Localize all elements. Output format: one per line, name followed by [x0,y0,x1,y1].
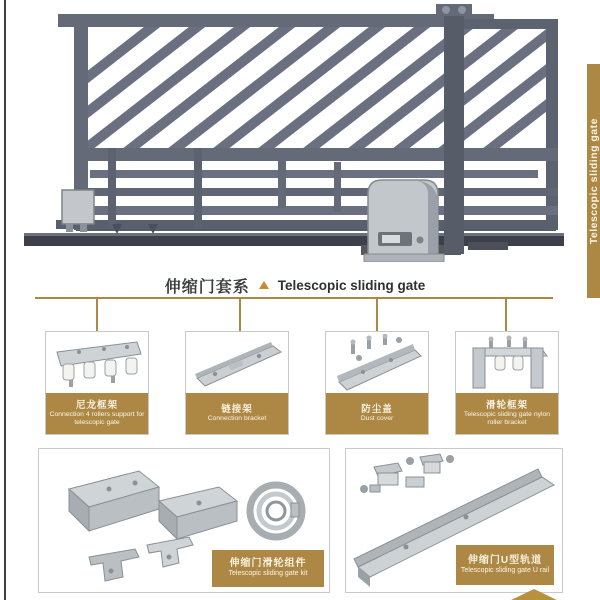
telescopic-gate-photo [16,2,568,262]
section-tab-telescopic-sliding-gate [587,64,600,298]
section-tab-label: Telescopic sliding gate [587,117,600,245]
gate-diagonal-slats [16,20,568,160]
product-name-zh: 滑轮框架 [485,399,528,411]
connector-line-1 [96,299,98,331]
product-card-gate-kit [38,448,330,593]
gate-motor [364,180,444,262]
product-card-u-rail [345,448,563,593]
heading-chinese: 伸缩门套系 [164,278,250,296]
product-name-en: Connection bracket [207,414,267,422]
product-name-en: Telescopic sliding gate U rail [460,566,550,574]
dust-cover-photo [326,332,428,393]
page-left-border [4,0,6,600]
product-name-en: Telescopic sliding gate kit [228,570,308,578]
product-name-en: Connection 4 rollers support for telescopic gate [49,410,145,426]
page-corner-arrow-icon [507,589,561,600]
product-label [46,393,148,434]
product-name-zh: 尼龙框架 [75,399,118,411]
product-name-zh: 防尘盖 [361,403,393,415]
connection-bracket-photo [186,332,288,393]
connector-line-2 [239,299,241,331]
nylon-frame-photo [46,332,148,393]
product-card-dust-cover [325,331,429,435]
connector-line-3 [376,299,378,331]
product-name-zh: 链接架 [221,403,253,415]
product-card-connection-bracket [185,331,289,435]
heading-underline [35,297,553,299]
product-name-en: Dust cover [360,414,394,422]
product-label [212,550,324,587]
product-card-roller-bracket [455,331,559,435]
product-label [456,393,558,434]
product-label [456,545,554,585]
product-label [326,393,428,434]
heading-english: Telescopic sliding gate [277,277,426,293]
product-card-nylon-frame [45,331,149,435]
section-heading [0,274,590,296]
product-label [186,393,288,434]
connector-line-4 [505,299,507,331]
product-name-zh: 伸缩门滑轮组件 [229,558,307,570]
roller-bracket-photo [456,332,558,393]
heading-triangle-icon [259,281,269,289]
product-name-en: Telescopic sliding gate nylon roller bracket [463,410,551,426]
product-name-zh: 伸缩门U型轨道 [467,554,543,566]
